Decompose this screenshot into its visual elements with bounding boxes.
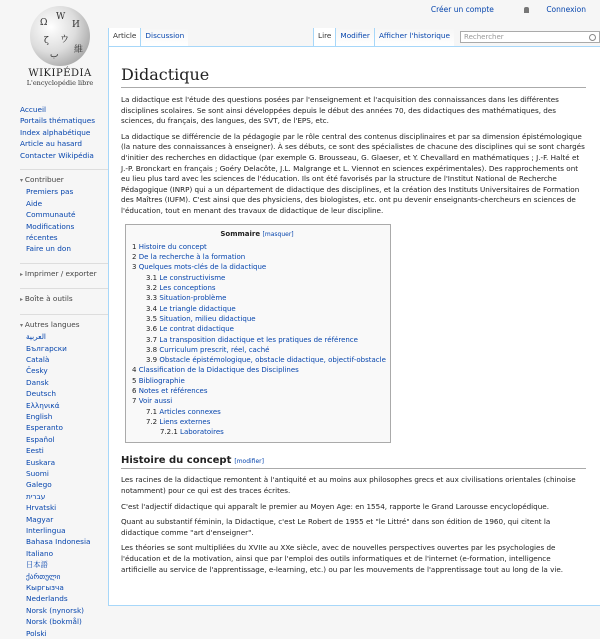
search-input[interactable] [460, 31, 600, 43]
language-link[interactable]: العربية [26, 332, 46, 342]
toc-entries [132, 242, 386, 438]
tab-article[interactable]: Article [108, 28, 140, 46]
toc-entry[interactable] [132, 242, 382, 252]
toc-entry-label: Liens externes [159, 417, 211, 426]
toc-entry[interactable] [132, 386, 382, 396]
toc-entry[interactable] [132, 376, 382, 386]
language-link[interactable]: Česky [26, 366, 48, 376]
puzzle-globe-icon: Ω W И ζ ウ 維 ب [30, 6, 90, 66]
toc-entry[interactable] [132, 273, 382, 283]
logo-wordmark: WIKIPÉDIA [28, 68, 92, 79]
language-link[interactable]: Español [26, 434, 55, 444]
language-link[interactable]: Deutsch [26, 389, 57, 399]
section-paragraph-2: C'est l'adjectif didactique qui apparaît le premier au Moyen Age: en 1554, rapporte le Grand Larousse encyclopédique. [121, 501, 549, 511]
language-link[interactable]: Polski [26, 628, 47, 638]
toc-entry-number: 3.6 [146, 325, 158, 334]
language-link[interactable]: Galego [26, 480, 52, 490]
language-link[interactable]: Interlingua [26, 526, 66, 535]
nav-contact[interactable]: Contacter Wikipédia [20, 150, 94, 160]
language-link[interactable]: Euskara [26, 457, 56, 467]
language-link[interactable]: Nederlands [26, 594, 68, 604]
toc-entry-number: 3.4 [146, 304, 158, 313]
sidebar [20, 104, 110, 639]
language-link[interactable]: Eesti [26, 446, 44, 456]
toc-entry[interactable] [132, 396, 382, 406]
toc-entry[interactable] [132, 335, 382, 345]
language-link[interactable]: Suomi [26, 468, 49, 478]
toc-entry[interactable] [132, 345, 382, 355]
table-of-contents [125, 224, 391, 444]
login-link[interactable] [510, 5, 586, 14]
logo-tagline: L'encyclopédie libre [26, 79, 94, 87]
language-link[interactable]: Bahasa Indonesia [26, 537, 91, 547]
nav-index[interactable]: Index alphabétique [20, 127, 91, 137]
toc-entry[interactable] [132, 314, 382, 324]
nav-portails[interactable]: Portails thématiques [20, 116, 96, 126]
toc-title [132, 229, 382, 240]
toc-entry[interactable] [132, 252, 382, 262]
view-tabs [313, 28, 600, 46]
language-link[interactable]: Кыргызча [26, 583, 64, 593]
section-paragraph-3: Quant au substantif féminin, la Didactique, c'est Le Robert de 1955 et "le Littré" dans son édition de 1960, qui citent la didactique comme "art d'enseigner". [121, 517, 551, 537]
language-link[interactable]: Norsk (bokmål) [26, 617, 82, 627]
page-title: Didactique [121, 65, 586, 88]
toc-entry-number: 4 [132, 366, 137, 375]
section-edit-link[interactable]: [modifier] [234, 458, 264, 466]
toc-entry-label: Articles connexes [159, 407, 221, 416]
languages-heading[interactable]: ▾ Autres langues [20, 314, 110, 331]
language-link[interactable]: Ελληνικά [26, 400, 60, 410]
toc-entry[interactable] [132, 417, 382, 427]
toc-entry-number: 3.3 [146, 294, 158, 303]
toc-entry-number: 3.9 [146, 356, 158, 365]
section-heading-histoire [121, 455, 586, 469]
language-link[interactable]: Dansk [26, 377, 49, 387]
toc-entry[interactable] [132, 293, 382, 303]
language-link[interactable]: Norsk (nynorsk) [26, 605, 85, 615]
language-link[interactable]: English [26, 411, 53, 421]
toc-entry-label: Classification de la Didactique des Disciplines [138, 366, 299, 375]
create-account-link[interactable]: Créer un compte [430, 5, 494, 14]
toc-entry-label: Situation, milieu didactique [159, 314, 256, 323]
toc-entry-label: Les conceptions [159, 284, 216, 293]
toc-entry-number: 6 [132, 386, 137, 395]
login-label: Connexion [546, 5, 586, 14]
nav-accueil[interactable]: Accueil [20, 105, 47, 114]
toc-entry-number: 7.2 [146, 417, 158, 426]
language-link[interactable]: ქართული [26, 571, 61, 581]
toc-entry-number: 3 [132, 263, 137, 272]
toc-entry-label: Notes et références [138, 386, 208, 395]
toc-entry-label: Curriculum prescrit, réel, caché [159, 345, 270, 354]
toc-entry[interactable] [132, 427, 382, 437]
print-heading[interactable]: ▸ Imprimer / exporter [20, 263, 110, 280]
article-content [108, 46, 600, 606]
search-icon[interactable] [589, 34, 596, 41]
namespace-tabs [108, 28, 188, 46]
toc-entry[interactable] [132, 365, 382, 375]
section-heading-text: Histoire du concept [121, 455, 232, 467]
toc-entry[interactable] [132, 283, 382, 293]
toc-entry-number: 3.1 [146, 273, 158, 282]
user-icon [524, 7, 529, 13]
toc-entry-number: 2 [132, 253, 137, 262]
toc-entry-label: Le contrat didactique [159, 325, 234, 334]
section-paragraph-4: Les théories se sont multipliées du XVIIe au XXe siècle, avec de nouvelles perspectives ouvertes par les psychologies de l'éducation et de la motivation, ainsi que par l'emploi des outils informatiques et de l'internet (e-formation, intelligence artificielle au service de l'apprentissage, e-learning, etc.) ou par les mouvements de l'apprentissage tout au long de la vie. [121, 543, 564, 574]
tab-read[interactable]: Lire [313, 28, 335, 46]
toc-entry-label: Le constructivisme [159, 273, 226, 282]
toc-entry[interactable] [132, 407, 382, 417]
toc-entry-number: 3.2 [146, 284, 158, 293]
search-placeholder: Rechercher [464, 33, 504, 41]
nav-random[interactable]: Article au hasard [20, 139, 83, 149]
toc-entry[interactable] [132, 324, 382, 334]
site-logo[interactable] [15, 0, 105, 100]
language-link[interactable]: 日本語 [26, 560, 48, 570]
language-list [20, 331, 110, 639]
toc-entry-label: Bibliographie [138, 376, 185, 385]
toc-title-text: Sommaire [220, 229, 261, 238]
toc-entry-number: 3.5 [146, 314, 158, 323]
toc-entry-label: Histoire du concept [138, 242, 207, 251]
toc-entry-number: 1 [132, 242, 137, 251]
toc-entry-label: Le triangle didactique [159, 304, 236, 313]
toc-entry[interactable] [132, 262, 382, 272]
language-link[interactable]: Hrvatski [26, 503, 57, 513]
language-link[interactable]: Български [26, 343, 67, 353]
toc-entry-number: 3.7 [146, 335, 158, 344]
toc-entry-number: 3.8 [146, 345, 158, 354]
toc-entry-label: Laboratoires [180, 428, 224, 437]
nav-portal [20, 104, 110, 161]
toc-entry-label: Quelques mots-clés de la didactique [138, 263, 267, 272]
tab-history[interactable]: Afficher l'historique [374, 28, 454, 46]
toc-entry-label: De la recherche à la formation [138, 253, 246, 262]
toc-entry-number: 5 [132, 376, 137, 385]
intro-paragraph-1: La didactique est l'étude des questions posées par l'enseignement et l'acquisition des connaissances dans les différentes disciplines scolaires. Se sont ainsi développées depuis le début des années 70, des didactiques des mathématiques, des sciences, du français, des langues, des SVT, de l'EPS, etc. [121, 95, 559, 126]
personal-tools [417, 5, 586, 14]
toc-entry-number: 7.1 [146, 407, 158, 416]
tab-discussion[interactable]: Discussion [140, 28, 188, 46]
language-link[interactable]: Esperanto [26, 423, 63, 433]
contribute-donate[interactable]: Faire un don [26, 244, 71, 254]
toc-entry-label: Voir aussi [138, 397, 173, 406]
toc-entry-number: 7.2.1 [160, 428, 178, 437]
contribute-help[interactable]: Aide [26, 198, 43, 208]
toc-entry-label: La transposition didactique et les pratiques de référence [159, 335, 358, 344]
contribute-heading[interactable]: ▾ Contribuer [20, 169, 110, 186]
contribute-first-steps[interactable]: Premiers pas [26, 187, 74, 197]
language-link[interactable]: עברית [26, 491, 46, 501]
toc-entry[interactable] [132, 355, 386, 365]
language-link[interactable]: Italiano [26, 548, 54, 558]
intro-paragraph-2: La didactique se différencie de la pédagogie par le rôle central des contenus disciplinaires et par sa dimension épistémologique (la nature des connaissances à enseigner). À ses débuts, ce sont des spécialistes de chacune des disciplines qui se sont chargés d'initier des recherches en didactique (par exemple G. Brousseau, G. Glaeser, et Y. Chevallard en mathématiques ; J.-F. Halté et J.-P. Bronckart en français ; Goéry Delacôte, J.L. Malgrange et L. Viennot en sciences expérimentales). Des rapprochements ont eu lieu plus tard avec les sciences de l'éducation. Ils ont été favorisés par la structure de l'Institut National de Recherche Pédagogique (INRP) qui a un département de didactique des disciplines, et la création des Instituts Universitaires de Formation des Maîtres (IUFM). C'est ainsi que des physiciens, des biologistes, etc. ont pu devenir enseignants-chercheurs en sciences de l'éducation, tout en menant des travaux de didactique de leur discipline. [121, 131, 585, 215]
contribute-recent-changes[interactable]: Modifications récentes [26, 221, 75, 243]
section-paragraph-1: Les racines de la didactique remontent à l'antiquité et au moins aux philosophes grecs et aux civilisations orientales (chinoise notamment) pour ce qui est des traces écrites. [121, 475, 576, 496]
contribute-community[interactable]: Communauté [26, 210, 76, 220]
toc-entry-label: Situation-problème [159, 294, 227, 303]
toc-entry-number: 7 [132, 397, 137, 406]
tools-heading[interactable]: ▸ Boîte à outils [20, 288, 110, 305]
language-link[interactable]: Català [26, 354, 50, 364]
toc-entry[interactable] [132, 304, 382, 314]
tab-edit[interactable]: Modifier [335, 28, 374, 46]
language-link[interactable]: Magyar [26, 514, 54, 524]
toc-hide-link[interactable]: [masquer] [262, 230, 294, 238]
toc-entry-label: Obstacle épistémologique, obstacle didactique, objectif-obstacle [159, 356, 386, 365]
